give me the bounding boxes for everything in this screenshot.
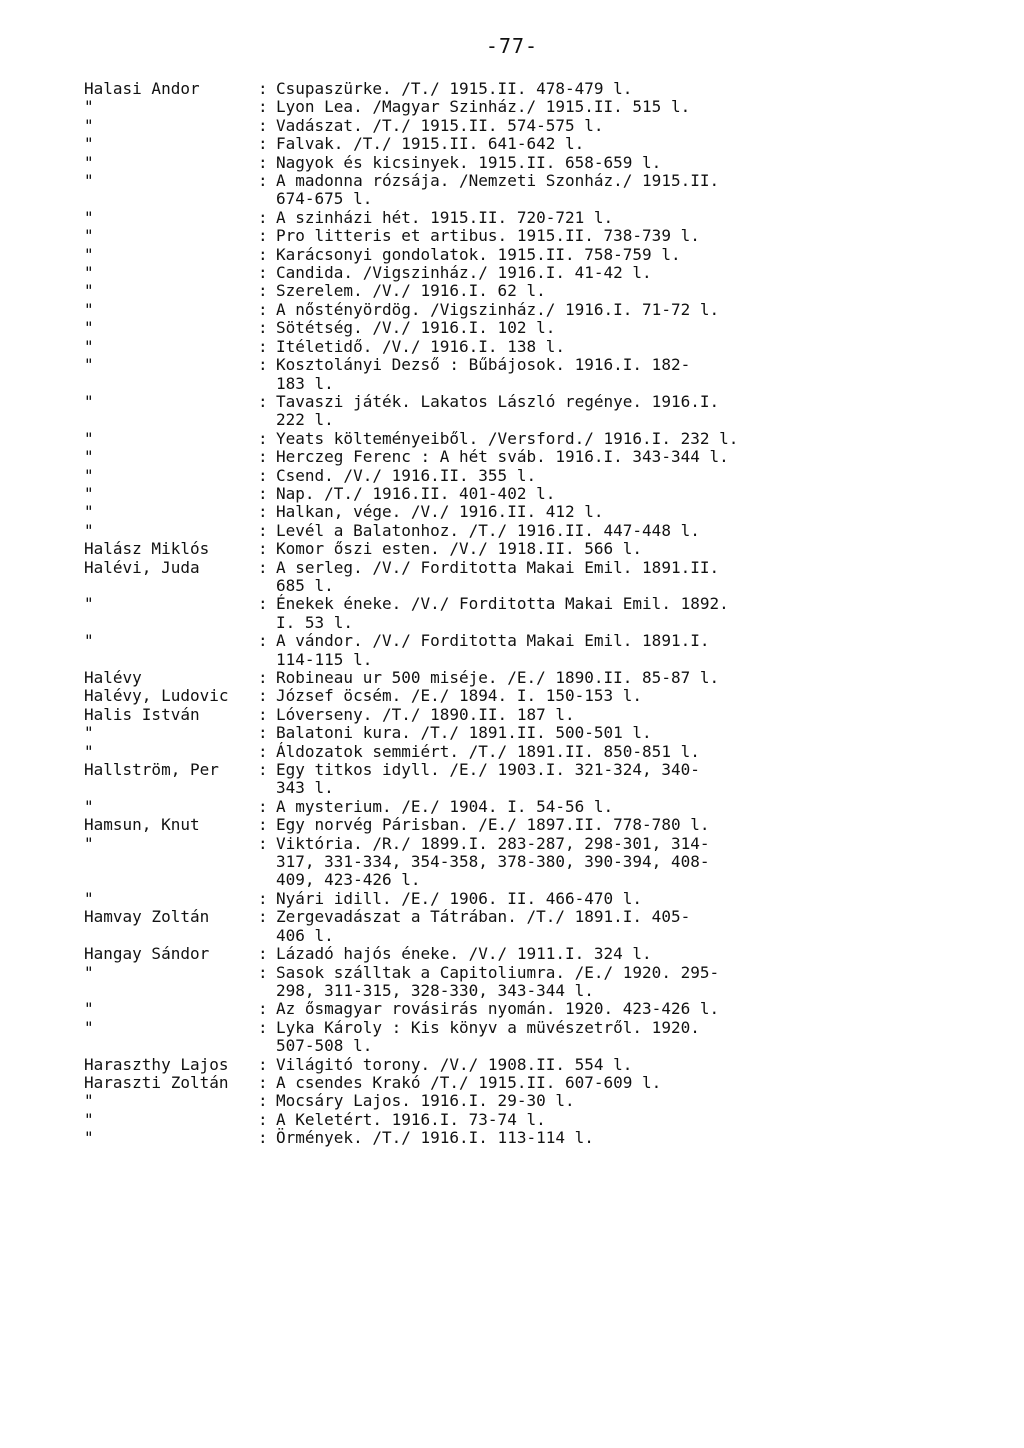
entry-text-continuation: 183 l. [276,373,334,393]
entry-author: Halévi, Juda [84,557,200,577]
entry-author: " [84,428,94,448]
entry-author: " [84,741,94,761]
entry-text: A mysterium. /E./ 1904. I. 54-56 l. [276,796,614,816]
entry-separator: : [258,299,268,319]
entry-separator: : [258,244,268,264]
entry-author: " [84,1109,94,1129]
entry-text: Zergevadászat a Tátrában. /T./ 1891.I. 405- [276,907,691,927]
entry-text: Örmények. /T./ 1916.I. 113-114 l. [276,1128,594,1148]
bibliography-entry [84,964,984,1001]
entry-separator: : [258,704,268,724]
entry-author: " [84,723,94,743]
entry-author: " [84,465,94,485]
bibliography-entry [84,816,984,834]
entry-author: " [84,207,94,227]
entry-text: Yeats költeményeiből. /Versford./ 1916.I. 232 l. [276,428,739,448]
entry-separator: : [258,1017,268,1037]
entry-text: Lázadó hajós éneke. /V./ 1911.I. 324 l. [276,944,652,964]
bibliography-entry [84,1111,984,1129]
bibliography-entry [84,393,984,430]
entry-text: A vándor. /V./ Forditotta Makai Emil. 1891.I. [276,631,710,651]
entry-separator: : [258,1128,268,1148]
entry-text-continuation: 222 l. [276,410,334,430]
entry-separator: : [258,741,268,761]
entry-text: Tavaszi játék. Lakatos László regénye. 1916.I. [276,391,720,411]
page-number: -77- [485,34,539,58]
entry-text: Lyon Lea. /Magyar Szinház./ 1915.II. 515 l. [276,97,691,117]
entry-separator: : [258,336,268,356]
entry-separator: : [258,79,268,98]
entry-separator: : [258,483,268,503]
entry-text: Szerelem. /V./ 1916.I. 62 l. [276,281,546,301]
entry-author: " [84,171,94,191]
bibliography-entry [84,706,984,724]
entry-separator: : [258,962,268,982]
entry-author: " [84,336,94,356]
entry-text: Csend. /V./ 1916.II. 355 l. [276,465,537,485]
entry-author: " [84,833,94,853]
entry-separator: : [258,796,268,816]
entry-separator: : [258,226,268,246]
entry-separator: : [258,1109,268,1129]
bibliography-entry [84,1092,984,1110]
entry-text: Mocsáry Lajos. 1916.I. 29-30 l. [276,1091,575,1111]
entry-author: " [84,594,94,614]
entry-text: Nyári idill. /E./ 1906. II. 466-470 l. [276,888,643,908]
entry-text: Sötétség. /V./ 1916.I. 102 l. [276,318,556,338]
bibliography-entry [84,669,984,687]
entry-author: Haraszti Zoltán [84,1072,229,1092]
bibliography-entry [84,908,984,945]
entry-separator: : [258,281,268,301]
entry-separator: : [258,428,268,448]
bibliography-entry [84,80,984,98]
entry-separator: : [258,907,268,927]
entry-text: Vadászat. /T./ 1915.II. 574-575 l. [276,115,604,135]
entry-text: A nőstényördög. /Vigszinház./ 1916.I. 71-72 l. [276,299,720,319]
entry-author: Halévy [84,668,142,687]
entry-text: Énekek éneke. /V./ Forditotta Makai Emil. 1892. [276,594,729,614]
entry-separator: : [258,355,268,375]
entry-author: " [84,447,94,467]
entry-separator: : [258,318,268,338]
entry-author: " [84,631,94,651]
entry-separator: : [258,594,268,614]
entry-author: " [84,226,94,246]
bibliography-entry [84,282,984,300]
bibliography-entry [84,117,984,135]
entry-text-continuation: 343 l. [276,778,334,798]
bibliography-entry [84,301,984,319]
entry-text: Csupaszürke. /T./ 1915.II. 478-479 l. [276,79,633,98]
entry-separator: : [258,171,268,191]
entry-text: A madonna rózsája. /Nemzeti Szonház./ 1915.II. [276,171,720,191]
bibliography-entry [84,356,984,393]
bibliography-entry [84,1074,984,1092]
entry-author: " [84,962,94,982]
bibliography-entry [84,724,984,742]
entry-author: " [84,97,94,117]
entry-author: Hangay Sándor [84,944,210,964]
bibliography-entry [84,1129,984,1147]
entry-author: Hallström, Per [84,760,219,780]
entry-author: " [84,1091,94,1111]
entry-author: " [84,796,94,816]
entry-text: Az ősmagyar rovásirás nyomán. 1920. 423-426 l. [276,999,720,1019]
entry-text: Karácsonyi gondolatok. 1915.II. 758-759 l. [276,244,681,264]
entry-author: " [84,281,94,301]
bibliography-entry [84,485,984,503]
bibliography-entry [84,135,984,153]
entry-text-continuation: 317, 331-334, 354-358, 378-380, 390-394, 408- [276,852,710,872]
entry-author: " [84,134,94,154]
entry-text: Levél a Balatonhoz. /T./ 1916.II. 447-448 l. [276,520,700,540]
bibliography-entry [84,743,984,761]
bibliography-entry [84,154,984,172]
entry-text: A Keletért. 1916.I. 73-74 l. [276,1109,546,1129]
entry-text: Lyka Károly : Kis könyv a müvészetről. 1920. [276,1017,700,1037]
bibliography-entry [84,522,984,540]
bibliography-entry [84,595,984,632]
bibliography-entry [84,632,984,669]
entry-author: Hamvay Zoltán [84,907,210,927]
entry-text: József öcsém. /E./ 1894. I. 150-153 l. [276,686,643,706]
bibliography-entry [84,338,984,356]
entry-text-continuation: 298, 311-315, 328-330, 343-344 l. [276,980,594,1000]
bibliography-list [84,80,984,1148]
entry-text: Candida. /Vigszinház./ 1916.I. 41-42 l. [276,263,652,283]
entry-text-continuation: 114-115 l. [276,649,373,669]
entry-author: " [84,152,94,172]
bibliography-entry [84,467,984,485]
entry-text-continuation: 406 l. [276,925,334,945]
entry-author: " [84,244,94,264]
entry-text: Robineau ur 500 miséje. /E./ 1890.II. 85-87 l. [276,668,720,687]
bibliography-entry [84,798,984,816]
entry-author: " [84,520,94,540]
entry-separator: : [258,465,268,485]
entry-separator: : [258,668,268,687]
entry-text: Falvak. /T./ 1915.II. 641-642 l. [276,134,585,154]
entry-text: Sasok szálltak a Capitoliumra. /E./ 1920. 295- [276,962,720,982]
entry-separator: : [258,520,268,540]
entry-text: Áldozatok semmiért. /T./ 1891.II. 850-851 l. [276,741,700,761]
bibliography-entry [84,890,984,908]
bibliography-entry [84,945,984,963]
bibliography-entry [84,209,984,227]
entry-separator: : [258,1091,268,1111]
entry-text: Pro litteris et artibus. 1915.II. 738-739 l. [276,226,700,246]
entry-separator: : [258,833,268,853]
entry-author: " [84,391,94,411]
entry-separator: : [258,944,268,964]
entry-text: Egy norvég Párisban. /E./ 1897.II. 778-780 l. [276,815,710,835]
bibliography-entry [84,172,984,209]
entry-text: Herczeg Ferenc : A hét sváb. 1916.I. 343-344 l. [276,447,729,467]
entry-text: Kosztolányi Dezső : Bűbájosok. 1916.I. 182- [276,355,691,375]
bibliography-entry [84,246,984,264]
entry-text: Itéletidő. /V./ 1916.I. 138 l. [276,336,565,356]
entry-text: A serleg. /V./ Forditotta Makai Emil. 1891.II. [276,557,720,577]
bibliography-entry [84,503,984,521]
entry-author: " [84,115,94,135]
bibliography-entry [84,227,984,245]
entry-text-continuation: 507-508 l. [276,1036,373,1056]
entry-author: " [84,1017,94,1037]
entry-separator: : [258,207,268,227]
entry-author: Haraszthy Lajos [84,1054,229,1074]
entry-separator: : [258,888,268,908]
entry-separator: : [258,1072,268,1092]
entry-separator: : [258,815,268,835]
entry-text: A szinházi hét. 1915.II. 720-721 l. [276,207,614,227]
entry-separator: : [258,97,268,117]
entry-separator: : [258,152,268,172]
entry-author: " [84,299,94,319]
entry-separator: : [258,1054,268,1074]
bibliography-entry [84,835,984,890]
entry-text-continuation: 409, 423-426 l. [276,870,421,890]
bibliography-entry [84,448,984,466]
entry-author: Halász Miklós [84,539,210,559]
entry-separator: : [258,115,268,135]
entry-separator: : [258,631,268,651]
bibliography-entry [84,559,984,596]
bibliography-entry [84,1019,984,1056]
entry-separator: : [258,134,268,154]
bibliography-entry [84,761,984,798]
entry-author: " [84,263,94,283]
entry-author: " [84,888,94,908]
entry-author: " [84,483,94,503]
bibliography-entry [84,319,984,337]
entry-text: Világitó torony. /V./ 1908.II. 554 l. [276,1054,633,1074]
bibliography-entry [84,1000,984,1018]
entry-text: A csendes Krakó /T./ 1915.II. 607-609 l. [276,1072,662,1092]
entry-separator: : [258,723,268,743]
entry-author: " [84,502,94,522]
entry-author: " [84,1128,94,1148]
entry-text-continuation: I. 53 l. [276,612,354,632]
entry-text-continuation: 674-675 l. [276,189,373,209]
entry-text: Nagyok és kicsinyek. 1915.II. 658-659 l. [276,152,662,172]
entry-author: " [84,318,94,338]
entry-author: Halévy, Ludovic [84,686,229,706]
entry-author: Halasi Andor [84,79,200,98]
entry-separator: : [258,502,268,522]
entry-separator: : [258,760,268,780]
entry-separator: : [258,999,268,1019]
entry-text: Halkan, vége. /V./ 1916.II. 412 l. [276,502,604,522]
entry-author: " [84,355,94,375]
bibliography-entry [84,687,984,705]
entry-separator: : [258,391,268,411]
bibliography-entry [84,264,984,282]
entry-text: Egy titkos idyll. /E./ 1903.I. 321-324, 340- [276,760,700,780]
entry-text: Komor őszi esten. /V./ 1918.II. 566 l. [276,539,643,559]
entry-separator: : [258,557,268,577]
bibliography-entry [84,430,984,448]
bibliography-entry [84,1056,984,1074]
entry-separator: : [258,539,268,559]
bibliography-entry [84,98,984,116]
entry-text: Viktória. /R./ 1899.I. 283-287, 298-301, 314- [276,833,710,853]
entry-author: Halis István [84,704,200,724]
entry-separator: : [258,263,268,283]
entry-text-continuation: 685 l. [276,575,334,595]
entry-text: Nap. /T./ 1916.II. 401-402 l. [276,483,556,503]
entry-author: Hamsun, Knut [84,815,200,835]
entry-text: Lóverseny. /T./ 1890.II. 187 l. [276,704,575,724]
entry-separator: : [258,447,268,467]
entry-text: Balatoni kura. /T./ 1891.II. 500-501 l. [276,723,652,743]
entry-separator: : [258,686,268,706]
bibliography-entry [84,540,984,558]
entry-author: " [84,999,94,1019]
